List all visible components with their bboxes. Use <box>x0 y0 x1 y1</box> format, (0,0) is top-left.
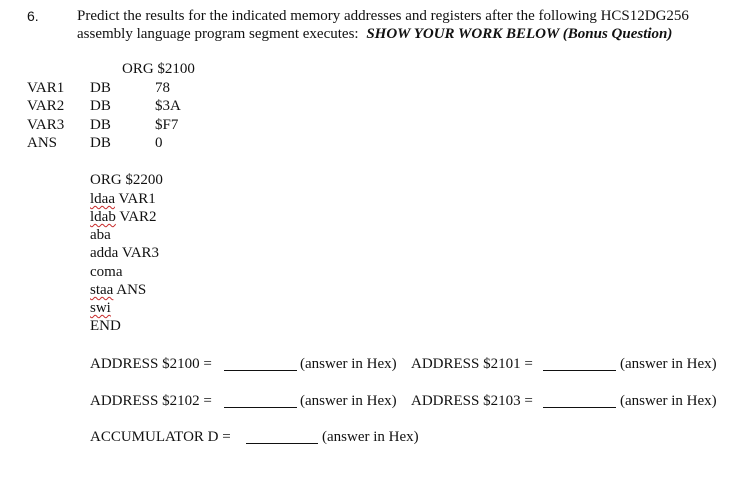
code-op: adda <box>90 245 119 261</box>
var-label: VAR2 <box>27 98 65 114</box>
answer-hint: (answer in Hex) <box>620 356 717 372</box>
var-directive: DB <box>90 135 111 151</box>
answer-label-2101: ADDRESS $2101 = <box>411 356 533 372</box>
var-value: $3A <box>155 98 181 114</box>
code-line <box>90 300 111 317</box>
code-line <box>90 245 159 262</box>
code-line <box>90 282 146 299</box>
answer-label-acc-d: ACCUMULATOR D = <box>90 429 231 445</box>
var-directive: DB <box>90 80 111 96</box>
question-number: 6. <box>27 8 39 24</box>
var-value: $F7 <box>155 117 179 133</box>
code-arg: VAR3 <box>121 245 160 261</box>
code-op: swi <box>90 300 111 316</box>
var-value: 78 <box>155 80 170 96</box>
answer-label-2103: ADDRESS $2103 = <box>411 393 533 409</box>
var-label: ANS <box>27 135 58 151</box>
code-arg: ANS <box>116 282 147 298</box>
code-line <box>90 209 157 226</box>
answer-hint: (answer in Hex) <box>322 429 419 445</box>
var-label: VAR3 <box>27 117 65 133</box>
question-text-line2 <box>77 25 672 43</box>
answer-blank-2103[interactable] <box>543 393 616 408</box>
answer-hint: (answer in Hex) <box>620 393 717 409</box>
answer-blank-2102[interactable] <box>224 393 297 408</box>
code-op: END <box>90 318 121 334</box>
answer-blank-2100[interactable] <box>224 356 297 371</box>
code-line <box>90 191 156 208</box>
var-label: VAR1 <box>27 80 65 96</box>
code-op: coma <box>90 264 123 280</box>
answer-hint: (answer in Hex) <box>300 393 397 409</box>
code-op: staa <box>90 282 114 298</box>
answer-label-2102: ADDRESS $2102 = <box>90 393 212 409</box>
answer-blank-2101[interactable] <box>543 356 616 371</box>
var-value: 0 <box>155 135 163 151</box>
code-arg: VAR2 <box>119 209 157 225</box>
question-text-emphasis: SHOW YOUR WORK BELOW (Bonus Question) <box>366 26 673 42</box>
code-op: ldaa <box>90 191 115 207</box>
code-line <box>90 318 121 335</box>
answer-hint: (answer in Hex) <box>300 356 397 372</box>
code-org-directive: ORG $2200 <box>90 172 163 188</box>
code-op: aba <box>90 227 111 243</box>
code-line <box>90 227 111 244</box>
data-org-directive: ORG $2100 <box>122 61 195 77</box>
code-line <box>90 264 122 281</box>
question-text-plain: assembly language program segment executes: <box>77 26 359 42</box>
code-arg: VAR1 <box>118 191 156 207</box>
question-text-line1: Predict the results for the indicated memory addresses and registers after the following HCS12DG256 <box>77 8 689 24</box>
code-op: ldab <box>90 209 116 225</box>
var-directive: DB <box>90 98 111 114</box>
answer-label-2100: ADDRESS $2100 = <box>90 356 212 372</box>
answer-blank-acc-d[interactable] <box>246 429 318 444</box>
var-directive: DB <box>90 117 111 133</box>
